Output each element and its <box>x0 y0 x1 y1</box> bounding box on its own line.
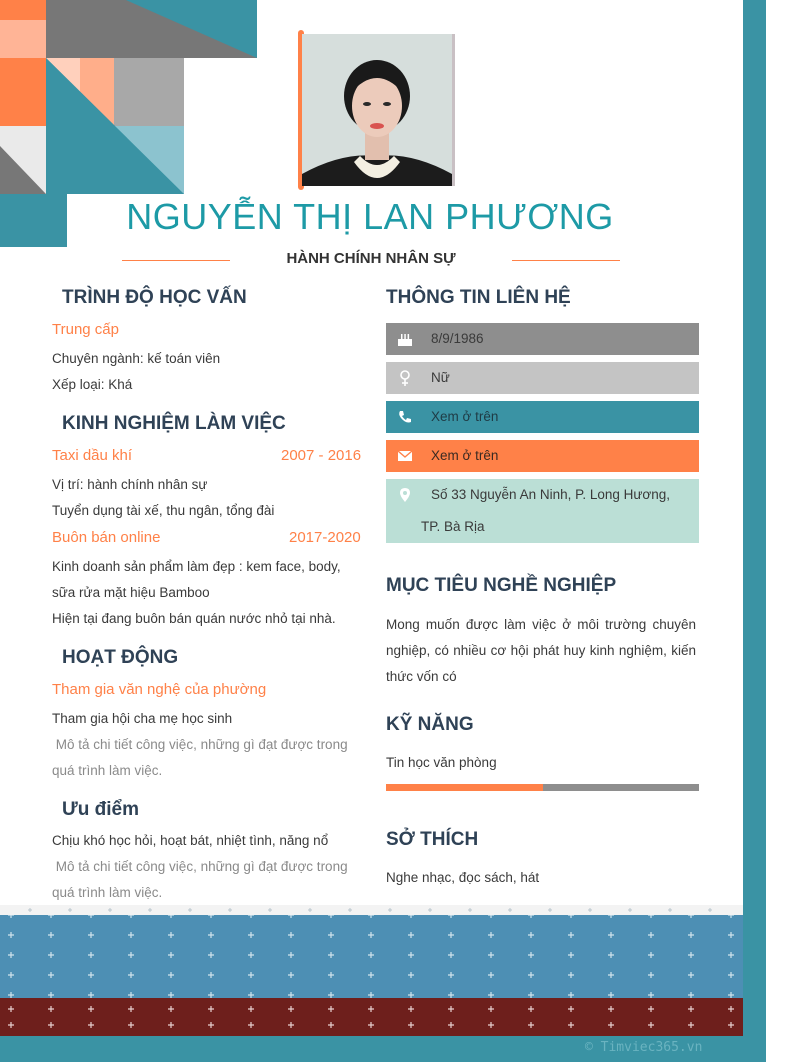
female-icon <box>396 369 414 387</box>
contact-address <box>386 479 699 543</box>
job-company: Taxi dầu khí <box>52 447 133 464</box>
experience-heading: KINH NGHIỆM LÀM VIỆC <box>62 413 286 434</box>
education-heading: TRÌNH ĐỘ HỌC VẤN <box>62 287 247 308</box>
objective-text: Mong muốn được làm việc ở môi trường chuyên nghiệp, có nhiều cơ hội phát huy kinh nghiệm, kiến thức vốn có <box>386 617 696 684</box>
skill-name: Tin học văn phòng <box>386 755 497 770</box>
education-level: Trung cấp <box>52 321 119 338</box>
job-detail: Kinh doanh sản phẩm làm đẹp : kem face, body, <box>52 559 341 574</box>
activity-line: Tham gia hội cha mẹ học sinh <box>52 711 233 726</box>
activities-heading: HOẠT ĐỘNG <box>62 647 179 668</box>
job-period: 2007 - 2016 <box>281 447 362 464</box>
address-line: TP. Bà Rịa <box>421 519 485 534</box>
activity-description: quá trình làm việc. <box>52 763 163 778</box>
contact-birthday <box>386 323 699 355</box>
strengths-heading: Ưu điểm <box>62 799 139 820</box>
title-divider-left <box>122 260 230 261</box>
job-detail: Tuyển dụng tài xế, thu ngân, tổng đài <box>52 503 275 518</box>
right-accent-strip <box>743 0 766 1062</box>
skills-heading: KỸ NĂNG <box>386 714 474 735</box>
job-title: HÀNH CHÍNH NHÂN SỰ <box>286 250 456 267</box>
objective-heading: MỤC TIÊU NGHỀ NGHIỆP <box>386 575 617 596</box>
gender-value: Nữ <box>431 370 450 385</box>
activity-description: Mô tả chi tiết công việc, những gì đạt được trong <box>52 737 348 752</box>
birthday-cake-icon <box>396 330 414 348</box>
contact-email <box>386 440 699 472</box>
job-detail: Vị trí: hành chính nhân sự <box>52 477 208 492</box>
map-pin-icon <box>396 486 414 504</box>
phone-value: Xem ở trên <box>431 409 499 424</box>
contact-gender <box>386 362 699 394</box>
hobbies-heading: SỞ THÍCH <box>386 829 479 850</box>
education-major: Chuyên ngành: kế toán viên <box>52 351 221 366</box>
title-divider-right <box>512 260 620 261</box>
strengths-line: Chịu khó học hỏi, hoạt bát, nhiệt tình, năng nổ <box>52 833 329 848</box>
address-line: Số 33 Nguyễn An Ninh, P. Long Hương, <box>431 487 671 502</box>
profile-photo <box>302 34 455 186</box>
candidate-name: NGUYỄN THỊ LAN PHƯƠNG <box>126 196 614 237</box>
contact-phone <box>386 401 699 433</box>
education-grade: Xếp loại: Khá <box>52 377 133 392</box>
job-detail: sữa rửa mặt hiệu Bamboo <box>52 585 210 600</box>
strengths-description: quá trình làm việc. <box>52 885 163 900</box>
birthday-value: 8/9/1986 <box>431 331 484 346</box>
email-value: Xem ở trên <box>431 448 499 463</box>
strengths-description: Mô tả chi tiết công việc, những gì đạt được trong <box>52 859 348 874</box>
skill-bar-fill <box>386 784 543 791</box>
contact-heading: THÔNG TIN LIÊN HỆ <box>386 287 571 308</box>
bottom-pattern-band <box>0 905 743 1062</box>
activity-title: Tham gia văn nghệ của phường <box>52 681 267 698</box>
hobbies-text: Nghe nhạc, đọc sách, hát <box>386 870 540 885</box>
watermark: © Timviec365.vn <box>585 1040 703 1055</box>
job-period: 2017-2020 <box>289 529 361 546</box>
envelope-icon <box>396 447 414 465</box>
phone-icon <box>396 408 414 426</box>
right-margin <box>766 0 800 1062</box>
skill-bar-track <box>386 784 699 791</box>
job-detail: Hiện tại đang buôn bán quán nước nhỏ tại nhà. <box>52 611 336 626</box>
job-company: Buôn bán online <box>52 529 161 546</box>
